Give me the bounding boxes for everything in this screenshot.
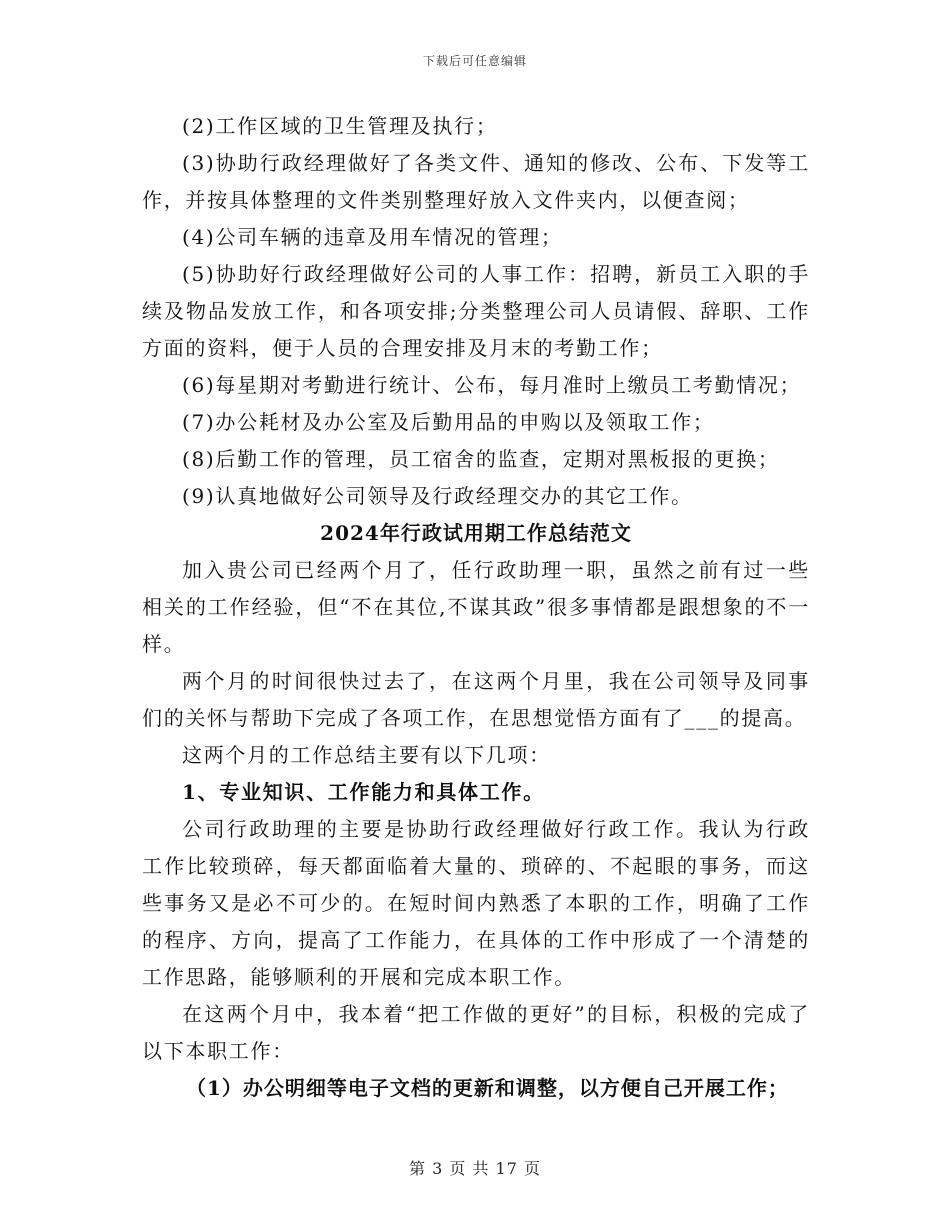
header-note: 下载后可任意编辑 (422, 54, 527, 68)
list-item: (6)每星期对考勤进行统计、公布，每月准时上缴员工考勤情况； (182, 373, 802, 397)
intro-paragraph: 加入贵公司已经两个月了，任行政助理一职，虽然之前有过一些相关的工作经验，但“不在其位,不谋其政”很多事情都是跟想象的不一样。 (142, 558, 810, 656)
page-number: 第 3 页 共 17 页 (409, 1159, 541, 1178)
list-item: (3)协助行政经理做好了各类文件、通知的修改、公布、下发等工作，并按具体整理的文件类别整理好放入文件夹内，以便查阅； (142, 151, 810, 212)
list-item: (8)后勤工作的管理，员工宿舍的监查，定期对黑板报的更换； (182, 447, 780, 471)
document-body (142, 108, 810, 1107)
list-item: (4)公司车辆的违章及用车情况的管理； (182, 225, 563, 249)
list-item: (2)工作区域的卫生管理及执行； (182, 114, 498, 138)
intro-paragraph: 两个月的时间很快过去了，在这两个月里，我在公司领导及同事们的关怀与帮助下完成了各项工作，在思想觉悟方面有了___的提高。 (142, 669, 810, 730)
body-paragraph: 公司行政助理的主要是协助行政经理做好行政工作。我认为行政工作比较琐碎，每天都面临着大量的、琐碎的、不起眼的事务，而这些事务又是必不可少的。在短时间内熟悉了本职的工作，明确了工作的程序、方向，提高了工作能力，在具体的工作中形成了一个清楚的工作思路，能够顺利的开展和完成本职工作。 (142, 817, 810, 989)
list-item: (9)认真地做好公司领导及行政经理交办的其它工作。 (182, 484, 693, 508)
list-item: (5)协助好行政经理做好公司的人事工作：招聘，新员工入职的手续及物品发放工作，和各项安排;分类整理公司人员请假、辞职、工作方面的资料，便于人员的合理安排及月末的考勤工作； (142, 262, 810, 360)
list-item: (7)办公耗材及办公室及后勤用品的申购以及领取工作； (182, 410, 715, 434)
section-heading: 1、专业知识、工作能力和具体工作。 (182, 780, 545, 804)
sub-heading: （1）办公明细等电子文档的更新和调整，以方便自己开展工作； (186, 1076, 789, 1100)
document-title: 2024年行政试用期工作总结范文 (320, 521, 632, 545)
body-paragraph: 在这两个月中，我本着“把工作做的更好”的目标，积极的完成了以下本职工作： (142, 1002, 810, 1063)
intro-paragraph: 这两个月的工作总结主要有以下几项： (182, 743, 551, 767)
